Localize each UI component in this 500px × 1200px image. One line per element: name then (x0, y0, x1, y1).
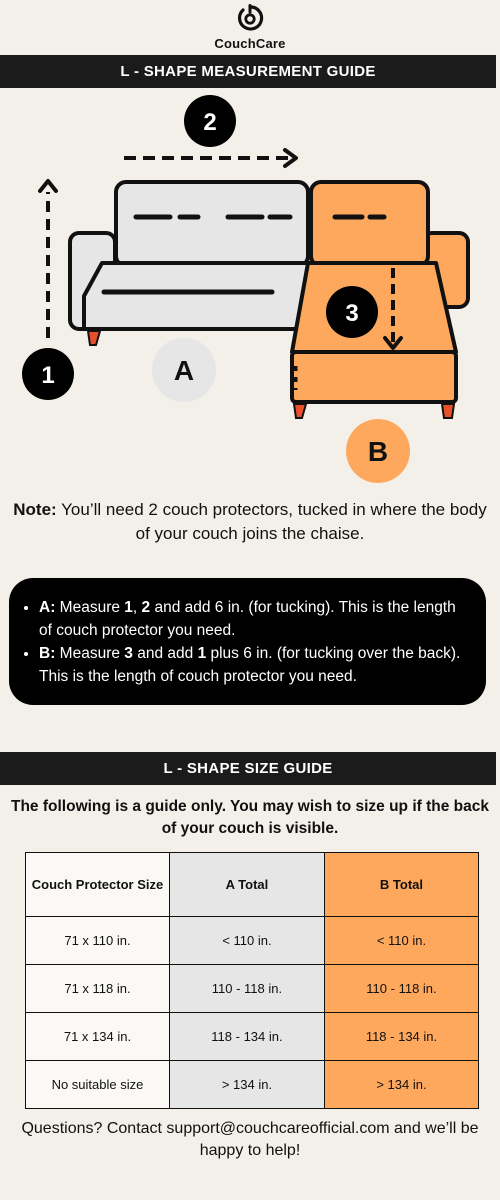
size-table (25, 852, 479, 1109)
cell-a-total: 118 - 134 in. (169, 1013, 324, 1061)
cell-a-total: 110 - 118 in. (169, 965, 324, 1013)
instructions-box (9, 578, 486, 705)
size-guide-intro: The following is a guide only. You may wish to size up if the back of your couch is visible. (11, 798, 489, 837)
main-seat (84, 263, 312, 329)
couchcare-logo-icon (236, 4, 264, 34)
instruction-b-label: B: (39, 645, 56, 662)
cell-b-total: 110 - 118 in. (324, 965, 478, 1013)
chaise-backrest (311, 182, 428, 266)
table-row (26, 917, 479, 965)
left-foot (88, 331, 100, 345)
note-body: You’ll need 2 couch protectors, tucked in where the body of your couch joins the chaise. (56, 500, 487, 543)
brand-logo (0, 4, 500, 51)
marker-3-label: 3 (345, 300, 359, 327)
instruction-b: • B: Measure 3 and add 1 plus 6 in. (for tucking over the back). This is the length of couch protector you need. (39, 642, 472, 688)
measurement-guide-header: L - SHAPE MEASUREMENT GUIDE (0, 55, 496, 88)
table-row (26, 1013, 479, 1061)
section-a-label: A (173, 355, 195, 386)
table-row (26, 1061, 479, 1109)
instruction-a: • A: Measure 1, 2 and add 6 in. (for tucking). This is the length of couch protector you need. (39, 596, 472, 642)
table-header-row (26, 853, 479, 917)
note-label: Note: (13, 500, 57, 519)
note-text (10, 498, 490, 546)
arrow-1-head (40, 181, 56, 191)
chaise-foot-right (442, 404, 454, 418)
section-b-label: B (367, 436, 389, 467)
footer-contact-text: Questions? Contact support@couchcareofficial.com and we’ll be happy to help! (21, 1120, 479, 1159)
cell-a-total: < 110 in. (169, 917, 324, 965)
cell-b-total: < 110 in. (324, 917, 478, 965)
instructions-list (23, 596, 472, 688)
header-b-total: B Total (324, 853, 478, 917)
cell-size: No suitable size (26, 1061, 170, 1109)
cell-a-total: > 134 in. (169, 1061, 324, 1109)
header-a-total: A Total (169, 853, 324, 917)
cell-b-total: 118 - 134 in. (324, 1013, 478, 1061)
table-row (26, 965, 479, 1013)
cell-size: 71 x 134 in. (26, 1013, 170, 1061)
chaise-foot-left (294, 404, 306, 418)
instruction-a-label: A: (39, 599, 56, 616)
brand-name: CouchCare (214, 36, 286, 51)
couch-measurement-diagram (0, 92, 500, 492)
marker-2-label: 2 (203, 109, 217, 136)
marker-1-label: 1 (41, 362, 55, 389)
cell-size: 71 x 110 in. (26, 917, 170, 965)
size-guide-header: L - SHAPE SIZE GUIDE (0, 752, 496, 785)
cell-size: 71 x 118 in. (26, 965, 170, 1013)
cell-b-total: > 134 in. (324, 1061, 478, 1109)
chaise-front (292, 352, 456, 402)
main-backrest (116, 182, 308, 266)
header-protector-size: Couch Protector Size (26, 853, 170, 917)
